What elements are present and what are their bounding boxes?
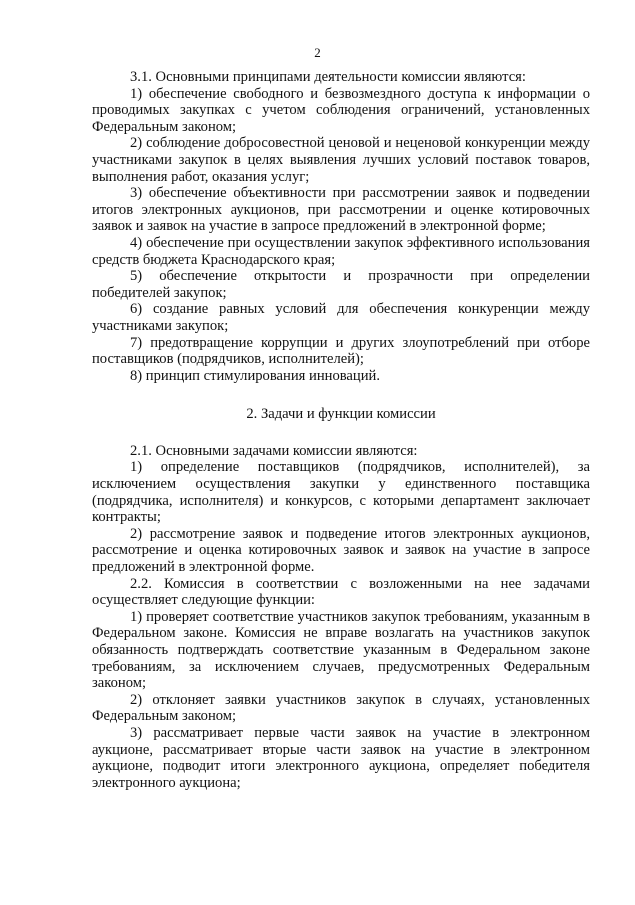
principle-item: 5) обеспечение открытости и прозрачности при определении победителей закупок; [92, 268, 590, 301]
function-item: 2) отклоняет заявки участников закупок в случаях, установленных Федеральным законом; [92, 691, 590, 725]
principle-item: 4) обеспечение при осуществлении закупок эффективного использования средств бюджета Краснодарского края; [92, 234, 590, 268]
principle-item: 2) соблюдение добросовестной ценовой и неценовой конкуренции между участниками закупок в целях выявления лучших условий поставок товаров, выполнения работ, оказания услуг; [92, 135, 590, 185]
principle-item: 8) принцип стимулирования инноваций. [130, 367, 380, 384]
section-heading: 2. Задачи и функции комиссии [246, 406, 436, 423]
principle-item: 6) создание равных условий для обеспечения конкуренции между участниками закупок; [92, 301, 590, 334]
functions-intro: 2.2. Комиссия в соответствии с возложенными на нее задачами осуществляет следующие функции: [92, 575, 590, 609]
principle-item: 7) предотвращение коррупции и других злоупотреблений при отборе поставщиков (подрядчиков, исполнителей); [92, 334, 590, 368]
principles-intro: 3.1. Основными принципами деятельности комиссии являются: [130, 69, 526, 85]
task-item: 1) определение поставщиков (подрядчиков, исполнителей), за исключением осуществления закупки у единственного поставщика (подрядчика, исполнителя) и конкурсов, с которыми департамент заключает контракты; [92, 459, 590, 526]
task-item: 2) рассмотрение заявок и подведение итогов электронных аукционов, рассмотрение и оценка котировочных заявок и заявок на участие в запросе предложений в электронной форме. [92, 525, 590, 576]
page-number: 2 [314, 45, 321, 60]
function-item: 3) рассматривает первые части заявок на участие в электронном аукционе, рассматривает вторые части заявок на участие в электронном аукционе, подводит итоги электронного аукциона, определяет победителя электронного аукциона; [92, 724, 590, 791]
document-body [92, 69, 590, 791]
principle-item: 3) обеспечение объективности при рассмотрении заявок и подведении итогов электронных аукционов, при рассмотрении и оценке котировочных заявок и заявок на участие в запросе предложений в электронной форме; [92, 185, 590, 235]
tasks-intro: 2.1. Основными задачами комиссии являются: [130, 442, 418, 459]
principle-item: 1) обеспечение свободного и безвозмездного доступа к информации о проводимых закупках с учетом соблюдения ограничений, установленных Федеральным законом; [92, 85, 590, 135]
function-item: 1) проверяет соответствие участников закупок требованиям, указанным в Федеральном законе. Комиссия не вправе возлагать на участников закупок обязанность подтверждать соответствие указанным в Федеральном законе требованиям, за исключением случаев, предусмотренных Федеральным законом; [92, 608, 590, 692]
